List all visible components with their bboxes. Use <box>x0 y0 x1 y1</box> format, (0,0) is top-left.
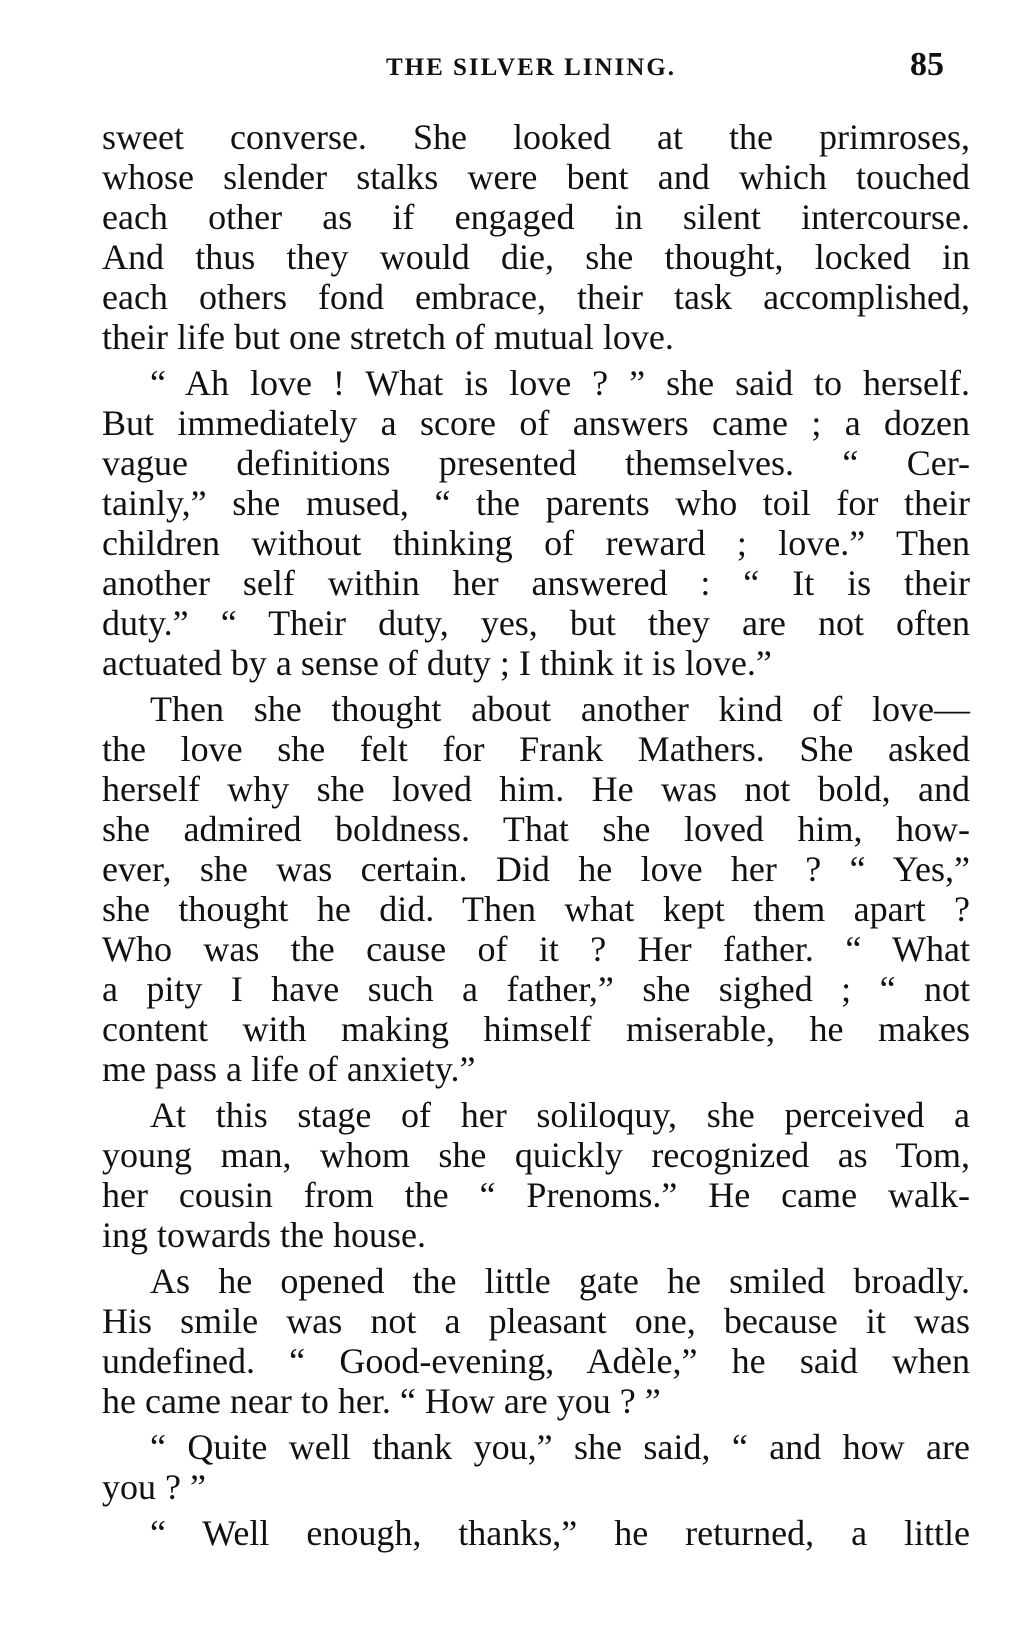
paragraph <box>102 1261 970 1421</box>
paragraph <box>102 363 970 683</box>
running-title: THE SILVER LINING. <box>385 54 677 81</box>
text-line: you ? ” <box>102 1467 206 1507</box>
text-line: me pass a life of anxiety.” <box>102 1049 476 1089</box>
text-line: she admired boldness. That she loved him, how- <box>102 809 970 849</box>
page-header <box>96 46 966 86</box>
text-line: he came near to her. “ How are you ? ” <box>102 1381 661 1421</box>
text-line: her cousin from the “ Prenoms.” He came walk- <box>102 1175 970 1215</box>
text-line: Then she thought about another kind of love— <box>150 689 970 729</box>
text-line: ing towards the house. <box>102 1215 426 1255</box>
text-line: sweet converse. She looked at the primroses, <box>102 117 970 157</box>
text-line: Who was the cause of it ? Her father. “ What <box>102 929 970 969</box>
text-line: young man, whom she quickly recognized as Tom, <box>102 1135 970 1175</box>
paragraph <box>102 1427 970 1507</box>
paragraph <box>102 1095 970 1255</box>
text-line: vague definitions presented themselves. “ Cer- <box>102 443 970 483</box>
text-line: another self within her answered : “ It is their <box>102 563 970 603</box>
text-line: His smile was not a pleasant one, because it was <box>102 1301 970 1341</box>
text-line: she thought he did. Then what kept them apart ? <box>102 889 970 929</box>
text-line: their life but one stretch of mutual love. <box>102 317 674 357</box>
text-line: undefined. “ Good-evening, Adèle,” he said when <box>102 1341 970 1381</box>
text-line: each other as if engaged in silent intercourse. <box>102 197 970 237</box>
text-line: content with making himself miserable, he makes <box>102 1009 970 1049</box>
text-line: As he opened the little gate he smiled broadly. <box>150 1261 970 1301</box>
text-line: the love she felt for Frank Mathers. She asked <box>102 729 970 769</box>
text-line: And thus they would die, she thought, locked in <box>102 237 970 277</box>
paragraph <box>102 689 970 1089</box>
text-line: herself why she loved him. He was not bold, and <box>102 769 970 809</box>
text-line: children without thinking of reward ; love.” Then <box>102 523 970 563</box>
text-line: each others fond embrace, their task accomplished, <box>102 277 970 317</box>
page-number: 85 <box>910 46 944 83</box>
text-line: ever, she was certain. Did he love her ? “ Yes,” <box>102 849 970 889</box>
text-line: a pity I have such a father,” she sighed ; “ not <box>102 969 970 1009</box>
text-line: duty.” “ Their duty, yes, but they are not often <box>102 603 970 643</box>
paragraph <box>102 117 970 357</box>
text-line: “ Well enough, thanks,” he returned, a little <box>150 1513 970 1553</box>
text-line: But immediately a score of answers came ; a dozen <box>102 403 970 443</box>
body-text <box>102 117 970 1559</box>
text-line: actuated by a sense of duty ; I think it is love.” <box>102 643 772 683</box>
text-line: At this stage of her soliloquy, she perceived a <box>150 1095 970 1135</box>
text-line: “ Ah love ! What is love ? ” she said to herself. <box>150 363 970 403</box>
text-line: “ Quite well thank you,” she said, “ and how are <box>150 1427 970 1467</box>
text-line: tainly,” she mused, “ the parents who toil for their <box>102 483 970 523</box>
paragraph <box>102 1513 970 1553</box>
text-line: whose slender stalks were bent and which touched <box>102 157 970 197</box>
